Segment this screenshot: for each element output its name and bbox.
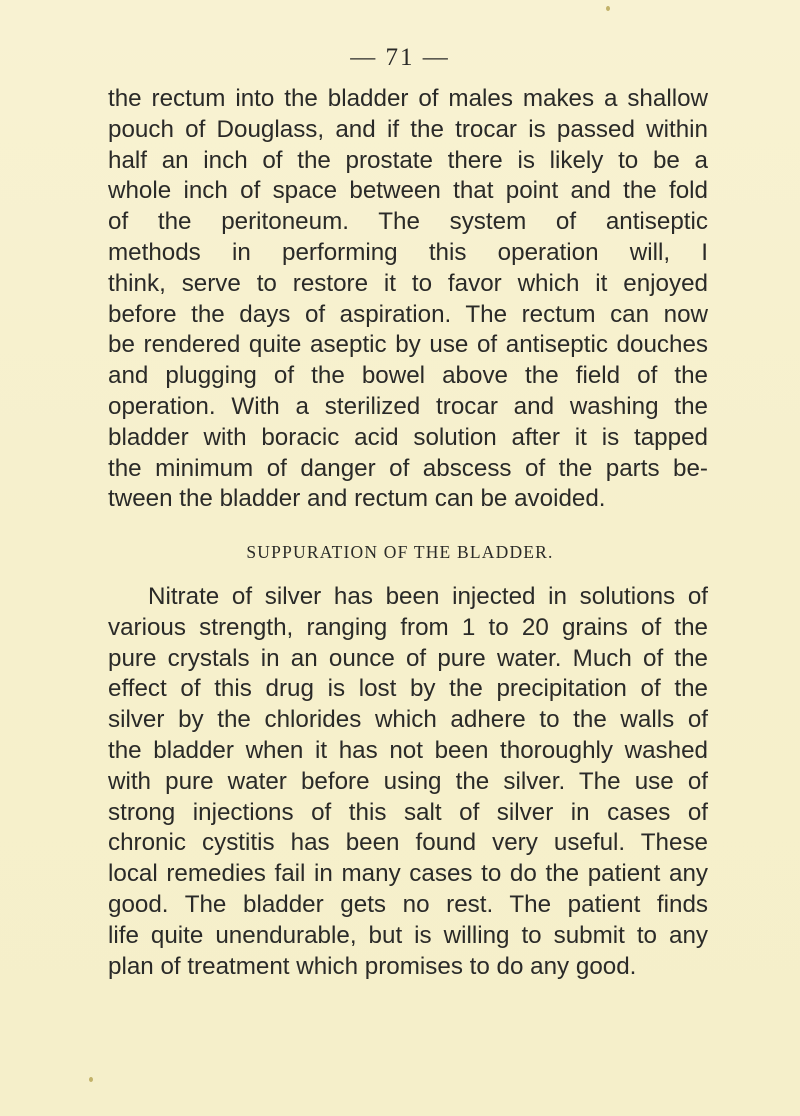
text-line: silver by the chlorides which adhere to the walls of [108,706,708,734]
text-line: plan of treatment which promises to do any good. [108,952,637,980]
paper-speck [606,6,610,11]
text-line: pure crystals in an ounce of pure water. Much of the [108,644,708,672]
paragraph-1 [108,84,708,515]
text-line: life quite unendurable, but is willing to submit to any [108,921,708,949]
text-line: and plugging of the bowel above the field of the [108,362,708,390]
text-line: various strength, ranging from 1 to 20 grains of the [108,613,708,641]
text-line: the bladder when it has not been thoroughly washed [108,736,708,764]
text-line: local remedies fail in many cases to do the patient any [108,860,708,888]
text-line: good. The bladder gets no rest. The patient finds [108,890,708,918]
text-line: before the days of aspiration. The rectum can now [108,300,708,328]
text-line: think, serve to restore it to favor which it enjoyed [108,269,708,297]
text-line: half an inch of the prostate there is likely to be a [108,146,708,174]
text-line: pouch of Douglass, and if the trocar is passed within [108,115,708,143]
text-line: with pure water before using the silver. The use of [108,767,708,795]
text-line: bladder with boracic acid solution after it is tapped [108,423,708,451]
page-number: — 71 — [350,44,450,71]
paper-speck [89,1077,93,1082]
text-line: tween the bladder and rectum can be avoided. [108,485,606,513]
text-line: of the peritoneum. The system of antiseptic [108,208,708,236]
text-line: the minimum of danger of abscess of the parts be- [108,454,708,482]
text-line: the rectum into the bladder of males makes a shallow [108,85,708,112]
section-heading: SUPPURATION OF THE BLADDER. [246,542,554,562]
text-line: Nitrate of silver has been injected in solutions of [148,583,708,610]
text-line: strong injections of this salt of silver in cases of [108,798,708,826]
paragraph-2 [108,582,708,982]
text-line: whole inch of space between that point and the fold [108,177,708,205]
text-line: effect of this drug is lost by the precipitation of the [108,675,708,703]
text-line: methods in performing this operation will, I [108,238,708,266]
text-line: be rendered quite aseptic by use of antiseptic douches [108,331,708,359]
text-line: chronic cystitis has been found very useful. These [108,829,708,857]
text-line: operation. With a sterilized trocar and washing the [108,392,708,420]
